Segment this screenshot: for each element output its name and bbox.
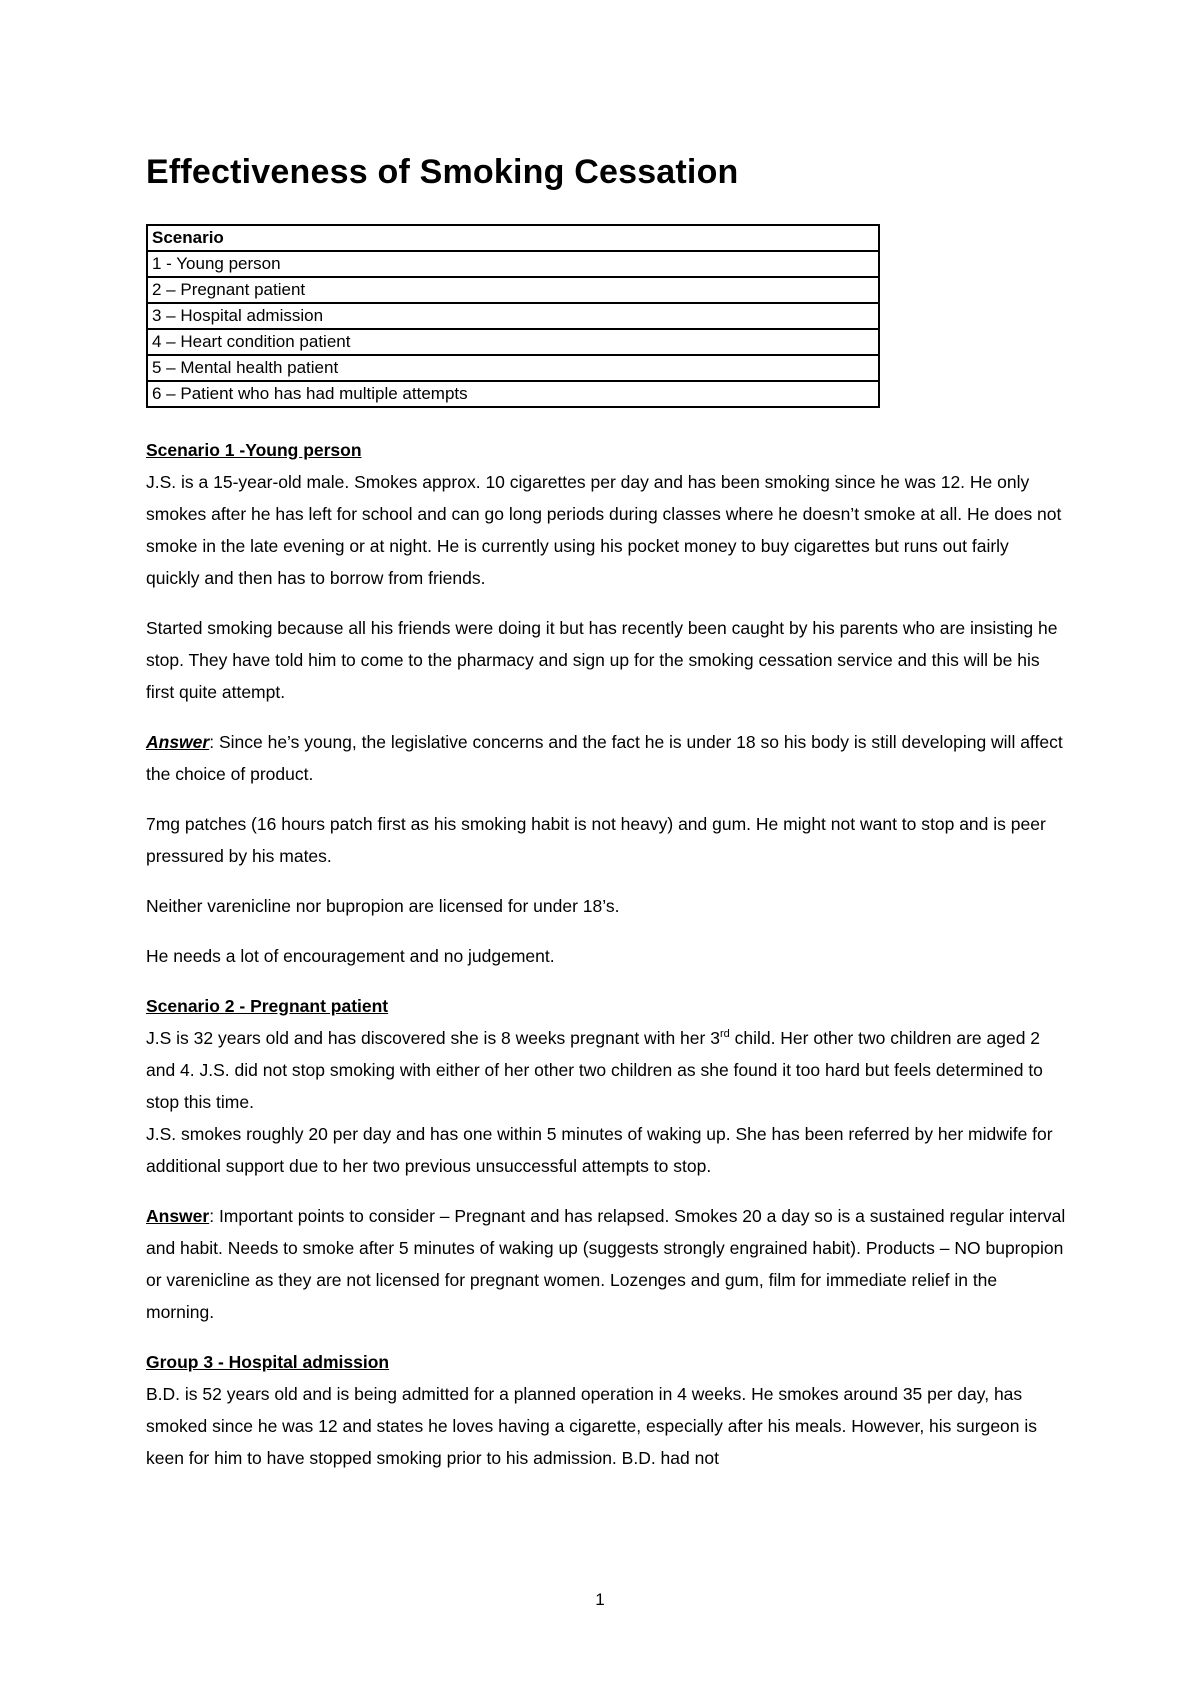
table-cell: 1 - Young person [147,251,879,277]
document-title: Effectiveness of Smoking Cessation [146,153,739,191]
scenario-1-paragraph: J.S. is a 15-year-old male. Smokes approx. 10 cigarettes per day and has been smoking since he was 12. He only smokes after he has left for school and can go long periods during classes where he doesn’t smoke at all. He does not smoke in the late evening or at night. He is currently using his pocket money to buy cigarettes but runs out fairly quickly and then has to borrow from friends. [146,472,1062,588]
scenario-1-paragraph: 7mg patches (16 hours patch first as his smoking habit is not heavy) and gum. He might not want to stop and is peer pressured by his mates. [146,814,1046,866]
document-content [146,150,1066,1474]
answer-label: Answer [146,732,210,752]
table-row [147,225,879,251]
page-number: 1 [595,1590,605,1609]
table-row [147,329,879,355]
table-cell: 3 – Hospital admission [147,303,879,329]
table-cell: 6 – Patient who has had multiple attempts [147,381,879,407]
table-header-cell: Scenario [147,225,879,251]
scenario-1-section [146,434,1066,972]
answer-text: : Important points to consider – Pregnant and has relapsed. Smokes 20 a day so is a sustained regular interval and habit. Needs to smoke after 5 minutes of waking up (suggests strongly engrained habit). Products – NO bupropion or varenicline as they are not licensed for pregnant women. Lozenges and gum, film for immediate relief in the morning. [146,1206,1066,1322]
table-row [147,251,879,277]
group-3-heading: Group 3 - Hospital admission [146,1352,390,1372]
table-row [147,381,879,407]
scenario-1-paragraph: Neither varenicline nor bupropion are licensed for under 18’s. [146,896,620,916]
scenario-2-heading: Scenario 2 - Pregnant patient [146,996,389,1016]
ordinal-superscript: rd [719,1028,730,1041]
scenario-1-answer [146,726,1066,790]
scenario-1-heading: Scenario 1 -Young person [146,440,362,460]
scenario-1-paragraph: He needs a lot of encouragement and no judgement. [146,946,555,966]
table-row [147,277,879,303]
scenario-2-paragraph [146,1022,1066,1118]
scenario-2-section [146,990,1066,1328]
table-row [147,303,879,329]
group-3-paragraph: B.D. is 52 years old and is being admitted for a planned operation in 4 weeks. He smokes around 35 per day, has smoked since he was 12 and states he loves having a cigarette, especially after his meals. However, his surgeon is keen for him to have stopped smoking prior to his admission. B.D. had not [146,1384,1038,1468]
table-cell: 4 – Heart condition patient [147,329,879,355]
table-cell: 5 – Mental health patient [147,355,879,381]
answer-label: Answer [146,1206,210,1226]
group-3-section [146,1346,1066,1474]
scenario-2-paragraph: J.S. smokes roughly 20 per day and has one within 5 minutes of waking up. She has been referred by her midwife for additional support due to her two previous unsuccessful attempts to stop. [146,1124,1053,1176]
scenario-2-answer [146,1200,1066,1328]
table-row [147,355,879,381]
scenario-2-text: child. Her other two children are aged 2 and 4. J.S. did not stop smoking with either of her other two children as she found it too hard but feels determined to stop this time. [146,1028,1043,1112]
scenario-table [146,224,880,408]
scenario-2-text: J.S is 32 years old and has discovered she is 8 weeks pregnant with her 3 [146,1028,720,1048]
table-cell: 2 – Pregnant patient [147,277,879,303]
scenario-1-paragraph: Started smoking because all his friends were doing it but has recently been caught by his parents who are insisting he stop. They have told him to come to the pharmacy and sign up for the smoking cessation service and this will be his first quite attempt. [146,618,1058,702]
answer-text: : Since he’s young, the legislative concerns and the fact he is under 18 so his body is still developing will affect the choice of product. [146,732,1063,784]
